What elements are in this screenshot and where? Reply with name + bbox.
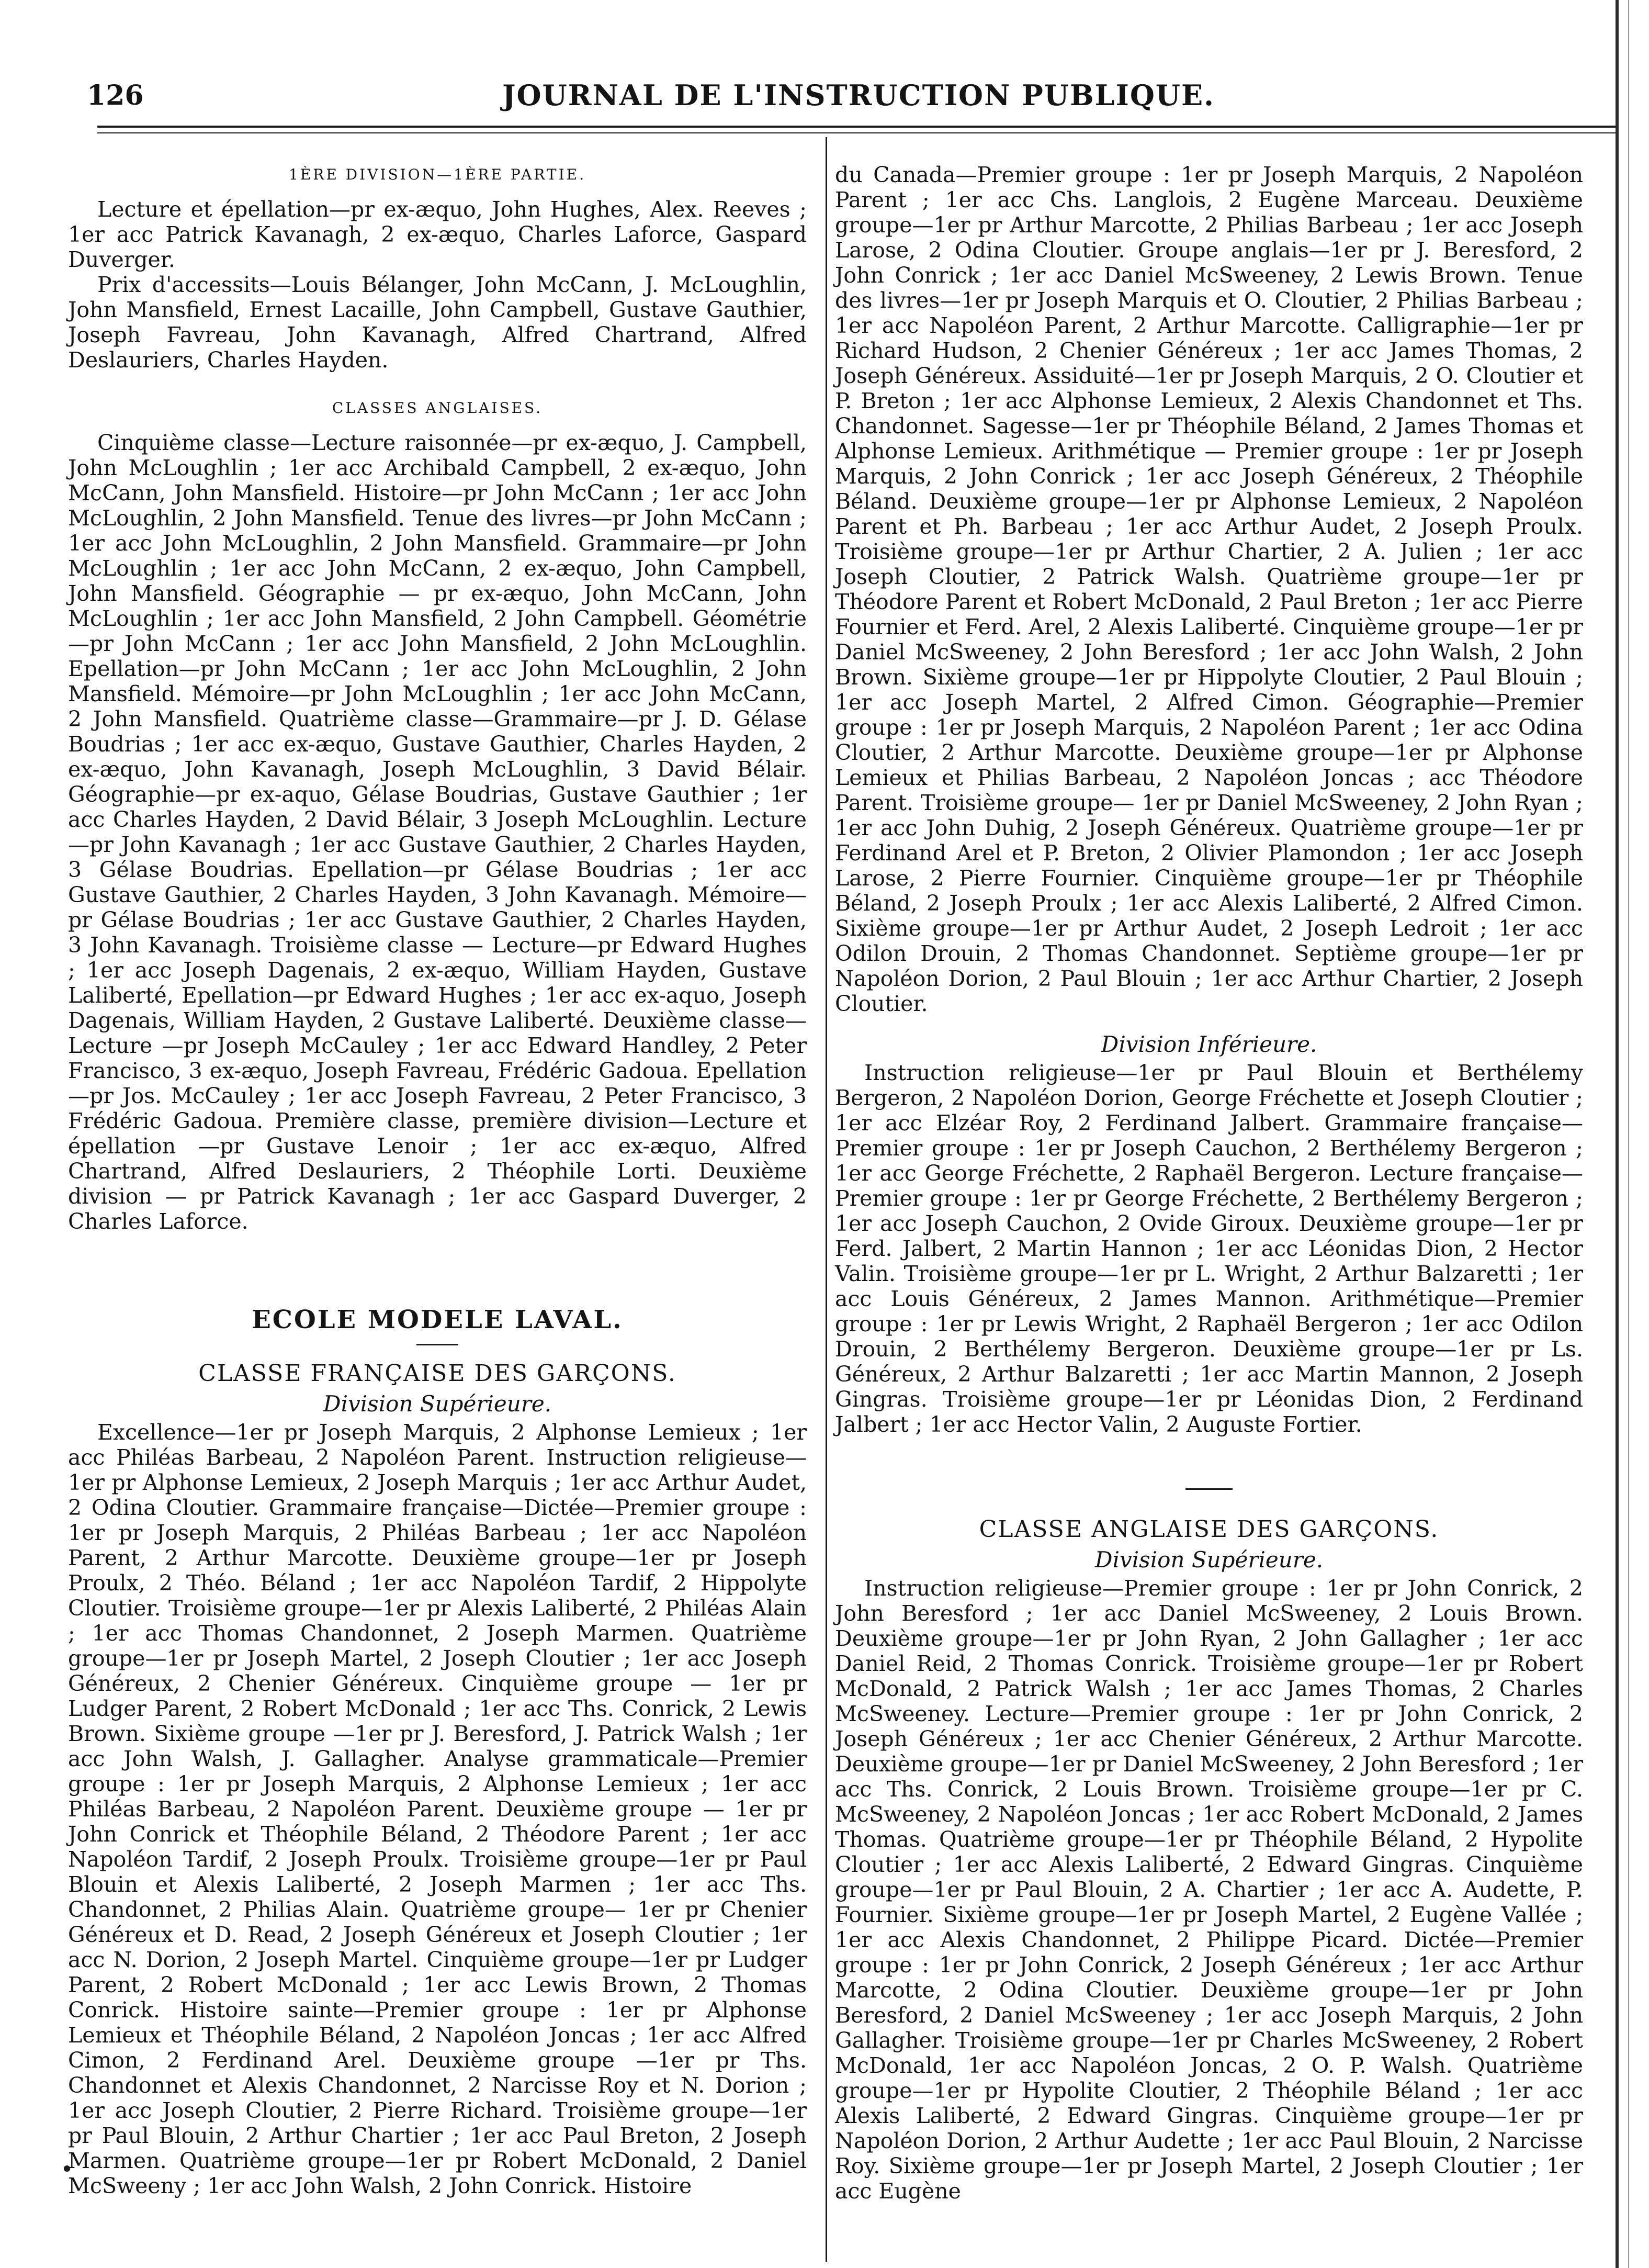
section-heading-classes-anglaises: CLASSES ANGLAISES. <box>332 399 543 417</box>
page-edge-line <box>1616 0 1619 2268</box>
paragraph: Instruction religieuse—Premier groupe : 1er pr John Conrick, 2 John Beresford ; 1er acc Daniel McSweeney, 2 Louis Brown. Deuxième groupe—1er pr John Ryan, 2 John Gallagher ; 1er acc Daniel Reid, 2 Thomas Conrick. Troisième groupe—1er pr Robert McDonald, 2 Patrick Walsh ; 1er acc James Thomas, 2 Charles McSweeney. Lecture—Premier groupe : 1er pr John Conrick, 2 Joseph Généreux ; 1er acc Chenier Généreux, 2 Arthur Marcotte. Deuxième groupe—1er pr Daniel McSweeney, 2 John Beresford ; 1er acc Ths. Conrick, 2 Louis Brown. Troisième groupe—1er pr C. McSweeney, 2 Napoléon Joncas ; 1er acc Robert McDonald, 2 James Thomas. Quatrième groupe—1er pr Théophile Béland, 2 Hypolite Cloutier ; 1er acc Alexis Laliberté, 2 Edward Gingras. Cinquième groupe—1er pr Paul Blouin, 2 A. Chartier ; 1er acc A. Audette, P. Fournier. Sixième groupe—1er pr Joseph Martel, 2 Eugène Vallée ; 1er acc Alexis Chandonnet, 2 Philippe Picard. Dictée—Premier groupe : 1er pr John Conrick, 2 Joseph Généreux ; 1er acc Arthur Marcotte, 2 Odina Cloutier. Deuxième groupe—1er pr John Beresford, 2 Daniel McSweeney ; 1er acc Joseph Marquis, 2 John Gallagher. Troisième groupe—1er pr Charles McSweeney, 2 Robert McDonald, 1er acc Napoléon Joncas, 2 O. P. Walsh. Quatrième groupe—1er pr Hypolite Cloutier, 2 Théophile Béland ; 1er acc Alexis Laliberté, 2 Edward Gingras. Cinquième groupe—1er pr Napoléon Dorion, 2 Arthur Audette ; 1er acc Paul Blouin, 2 Narcisse Roy. Sixième groupe—1er pr Joseph Martel, 2 Joseph Cloutier ; 1er acc Eugène <box>835 1576 1583 2204</box>
subheading-division-inferieure: Division Inférieure. <box>1101 1031 1317 1057</box>
heading-rule <box>416 1344 458 1345</box>
left-column <box>68 162 807 2198</box>
paragraph: Prix d'accessits—Louis Bélanger, John McCann, J. McLoughlin, John Mansfield, Ernest Lacaille, John Campbell, Gustave Gauthier, Joseph Favreau, John Kavanagh, Alfred Chartrand, Alfred Deslauriers, Charles Hayden. <box>68 272 807 373</box>
page-number: 126 <box>87 80 144 111</box>
column-divider <box>826 137 827 2262</box>
paragraph: Instruction religieuse—1er pr Paul Blouin et Berthélemy Bergeron, 2 Napoléon Dorion, George Fréchette et Joseph Cloutier ; 1er acc Elzéar Roy, 2 Ferdinand Jalbert. Grammaire française—Premier groupe : 1er pr Joseph Cauchon, 2 Berthélemy Bergeron ; 1er acc George Fréchette, 2 Raphaël Bergeron. Lecture française—Premier groupe : 1er pr George Fréchette, 2 Berthélemy Bergeron ; 1er acc Joseph Cauchon, 2 Ovide Giroux. Deuxième groupe—1er pr Ferd. Jalbert, 2 Martin Hannon ; 1er acc Léonidas Dion, 2 Hector Valin. Troisième groupe—1er pr L. Wright, 2 Arthur Balzaretti ; 1er acc Louis Généreux, 2 James Mannon. Arithmétique—Premier groupe : 1er pr Lewis Wright, 2 Raphaël Bergeron ; 1er acc Odilon Drouin, 2 Berthélemy Bergeron. Deuxième groupe—1er pr Ls. Généreux, 2 Arthur Balzaretti ; 1er acc Martin Mannon, 2 Joseph Gingras. Troisième groupe—1er pr Léonidas Dion, 2 Ferdinand Jalbert ; 1er acc Hector Valin, 2 Auguste Fortier. <box>835 1060 1583 1437</box>
paragraph: Cinquième classe—Lecture raisonnée—pr ex-æquo, J. Campbell, John McLoughlin ; 1er acc Archibald Campbell, 2 ex-æquo, John McCann, John Mansfield. Histoire—pr John McCann ; 1er acc John McLoughlin, 2 John Mansfield. Tenue des livres—pr John McCann ; 1er acc John McLoughlin, 2 John Mansfield. Grammaire—pr John McLoughlin ; 1er acc John McCann, 2 ex-æquo, John Campbell, John Mansfield. Géographie — pr ex-æquo, John McCann, John McLoughlin ; 1er acc John Mansfield, 2 John Campbell. Géométrie —pr John McCann ; 1er acc John Mansfield, 2 John McLoughlin. Epellation—pr John McCann ; 1er acc John McLoughlin, 2 John Mansfield. Mémoire—pr John McLoughlin ; 1er acc John McCann, 2 John Mansfield. Quatrième classe—Grammaire—pr J. D. Gélase Boudrias ; 1er acc ex-æquo, Gustave Gauthier, Charles Hayden, 2 ex-æquo, John Kavanagh, Joseph McLoughlin, 3 David Bélair. Géographie—pr ex-aquo, Gélase Boudrias, Gustave Gauthier ; 1er acc Charles Hayden, 2 David Bélair, 3 Joseph McLoughlin. Lecture—pr John Kavanagh ; 1er acc Gustave Gauthier, 2 Charles Hayden, 3 Gélase Boudrias. Epellation—pr Gélase Boudrias ; 1er acc Gustave Gauthier, 2 Charles Hayden, 3 John Kavanagh. Mémoire—pr Gélase Boudrias ; 1er acc Gustave Gauthier, 2 Charles Hayden, 3 John Kavanagh. Troisième classe — Lecture—pr Edward Hughes ; 1er acc Joseph Dagenais, 2 ex-æquo, William Hayden, Gustave Laliberté, Epellation—pr Edward Hughes ; 1er acc ex-aquo, Joseph Dagenais, William Hayden, 2 Gustave Laliberté. Deuxième classe—Lecture —pr Joseph McCauley ; 1er acc Edward Handley, 2 Peter Francisco, 3 ex-æquo, Joseph Favreau, Frédéric Gadoua. Epellation—pr Jos. McCauley ; 1er acc Joseph Favreau, 2 Peter Francisco, 3 Frédéric Gadoua. Première classe, première division—Lecture et épellation —pr Gustave Lenoir ; 1er acc ex-æquo, Alfred Chartrand, Alfred Deslauriers, 2 Théophile Lorti. Deuxième division — pr Patrick Kavanagh ; 1er acc Gaspard Duverger, 2 Charles Laforce. <box>68 430 807 1234</box>
paragraph: du Canada—Premier groupe : 1er pr Joseph Marquis, 2 Napoléon Parent ; 1er acc Chs. Langlois, 2 Eugène Marceau. Deuxième groupe—1er pr Arthur Marcotte, 2 Philias Barbeau ; 1er acc Joseph Larose, 2 Odina Cloutier. Groupe anglais—1er pr J. Beresford, 2 John Conrick ; 1er acc Daniel McSweeney, 2 Lewis Brown. Tenue des livres—1er pr Joseph Marquis et O. Cloutier, 2 Philias Barbeau ; 1er acc Napoléon Parent, 2 Arthur Marcotte. Calligraphie—1er pr Richard Hudson, 2 Chenier Généreux ; 1er acc James Thomas, 2 Joseph Généreux. Assiduité—1er pr Joseph Marquis, 2 O. Cloutier et P. Breton ; 1er acc Alphonse Lemieux, 2 Alexis Chandonnet et Ths. Chandonnet. Sagesse—1er pr Théophile Béland, 2 James Thomas et Alphonse Lemieux. Arithmétique — Premier groupe : 1er pr Joseph Marquis, 2 John Conrick ; 1er acc Joseph Généreux, 2 Théophile Béland. Deuxième groupe—1er pr Alphonse Lemieux, 2 Napoléon Parent et Ph. Barbeau ; 1er acc Arthur Audet, 2 Joseph Proulx. Troisième groupe—1er pr Arthur Chartier, 2 A. Julien ; 1er acc Joseph Cloutier, 2 Patrick Walsh. Quatrième groupe—1er pr Théodore Parent et Robert McDonald, 2 Paul Breton ; 1er acc Pierre Fournier et Ferd. Arel, 2 Alexis Laliberté. Cinquième groupe—1er pr Daniel McSweeney, 2 John Beresford ; 1er acc John Walsh, 2 John Brown. Sixième groupe—1er pr Hippolyte Cloutier, 2 Paul Blouin ; 1er acc Joseph Martel, 2 Alfred Cimon. Géographie—Premier groupe : 1er pr Joseph Marquis, 2 Napoléon Parent ; 1er acc Odina Cloutier, 2 Arthur Marcotte. Deuxième groupe—1er pr Alphonse Lemieux et Philias Barbeau, 2 Napoléon Joncas ; acc Théodore Parent. Troisième groupe— 1er pr Daniel McSweeney, 2 John Ryan ; 1er acc John Duhig, 2 Joseph Généreux. Quatrième groupe—1er pr Ferdinand Arel et P. Breton, 2 Olivier Plamondon ; 1er acc Joseph Larose, 2 Pierre Fournier. Cinquième groupe—1er pr Théophile Béland, 2 Joseph Proulx ; 1er acc Alexis Laliberté, 2 Alfred Cimon. Sixième groupe—1er pr Arthur Audet, 2 Joseph Ledroit ; 1er acc Odilon Drouin, 2 Thomas Chandonnet. Septième groupe—1er pr Napoléon Dorion, 2 Paul Blouin ; 1er acc Arthur Chartier, 2 Joseph Cloutier. <box>835 162 1583 1016</box>
subheading-division-superieure: Division Supérieure. <box>323 1391 552 1417</box>
section-rule <box>1185 1488 1233 1490</box>
paragraph: Lecture et épellation—pr ex-æquo, John Hughes, Alex. Reeves ; 1er acc Patrick Kavanagh, 2 ex-æquo, Charles Laforce, Gaspard Duverger. <box>68 197 807 272</box>
right-column <box>835 162 1583 2204</box>
header-rule <box>97 126 1618 128</box>
page-edge-line-thin <box>1628 0 1629 2268</box>
running-title: JOURNAL DE L'INSTRUCTION PUBLIQUE. <box>502 78 1215 112</box>
section-heading-division: 1ÈRE DIVISION—1ÈRE PARTIE. <box>289 166 586 183</box>
section-heading-classe-anglaise: CLASSE ANGLAISE DES GARÇONS. <box>979 1516 1439 1543</box>
header-rule-thin <box>97 132 1618 133</box>
paragraph: Excellence—1er pr Joseph Marquis, 2 Alphonse Lemieux ; 1er acc Philéas Barbeau, 2 Napoléon Parent. Instruction religieuse—1er pr Alphonse Lemieux, 2 Joseph Marquis ; 1er acc Arthur Audet, 2 Odina Cloutier. Grammaire française—Dictée—Premier groupe : 1er pr Joseph Marquis, 2 Philéas Barbeau ; 1er acc Napoléon Parent, 2 Arthur Marcotte. Deuxième groupe—1er pr Joseph Proulx, 2 Théo. Béland ; 1er acc Napoléon Tardif, 2 Hippolyte Cloutier. Troisième groupe—1er pr Alexis Laliberté, 2 Philéas Alain ; 1er acc Thomas Chandonnet, 2 Joseph Marmen. Quatrième groupe—1er pr Joseph Martel, 2 Joseph Cloutier ; 1er acc Joseph Généreux, 2 Chenier Généreux. Cinquième groupe — 1er pr Ludger Parent, 2 Robert McDonald ; 1er acc Ths. Conrick, 2 Lewis Brown. Sixième groupe —1er pr J. Beresford, J. Patrick Walsh ; 1er acc John Walsh, J. Gallagher. Analyse grammaticale—Premier groupe : 1er pr Joseph Marquis, 2 Alphonse Lemieux ; 1er acc Philéas Barbeau, 2 Napoléon Parent. Deuxième groupe — 1er pr John Conrick et Théophile Béland, 2 Théodore Parent ; 1er acc Napoléon Tardif, 2 Joseph Proulx. Troisième groupe—1er pr Paul Blouin et Alexis Laliberté, 2 Joseph Marmen ; 1er acc Ths. Chandonnet, 2 Philias Alain. Quatrième groupe— 1er pr Chenier Généreux et D. Read, 2 Joseph Généreux et Joseph Cloutier ; 1er acc N. Dorion, 2 Joseph Martel. Cinquième groupe—1er pr Ludger Parent, 2 Robert McDonald ; 1er acc Lewis Brown, 2 Thomas Conrick. Histoire sainte—Premier groupe : 1er pr Alphonse Lemieux et Théophile Béland, 2 Napoléon Joncas ; 1er acc Alfred Cimon, 2 Ferdinand Arel. Deuxième groupe —1er pr Ths. Chandonnet et Alexis Chandonnet, 2 Narcisse Roy et N. Dorion ; 1er acc Joseph Cloutier, 2 Pierre Richard. Troisième groupe—1er pr Paul Blouin, 2 Arthur Chartier ; 1er acc Paul Breton, 2 Joseph Marmen. Quatrième groupe—1er pr Robert McDonald, 2 Daniel McSweeny ; 1er acc John Walsh, 2 John Conrick. Histoire <box>68 1420 807 2198</box>
section-heading-classe-francaise: CLASSE FRANÇAISE DES GARÇONS. <box>198 1360 676 1387</box>
section-heading-ecole: ECOLE MODELE LAVAL. <box>252 1305 623 1334</box>
subheading-division-superieure: Division Supérieure. <box>1094 1547 1324 1573</box>
